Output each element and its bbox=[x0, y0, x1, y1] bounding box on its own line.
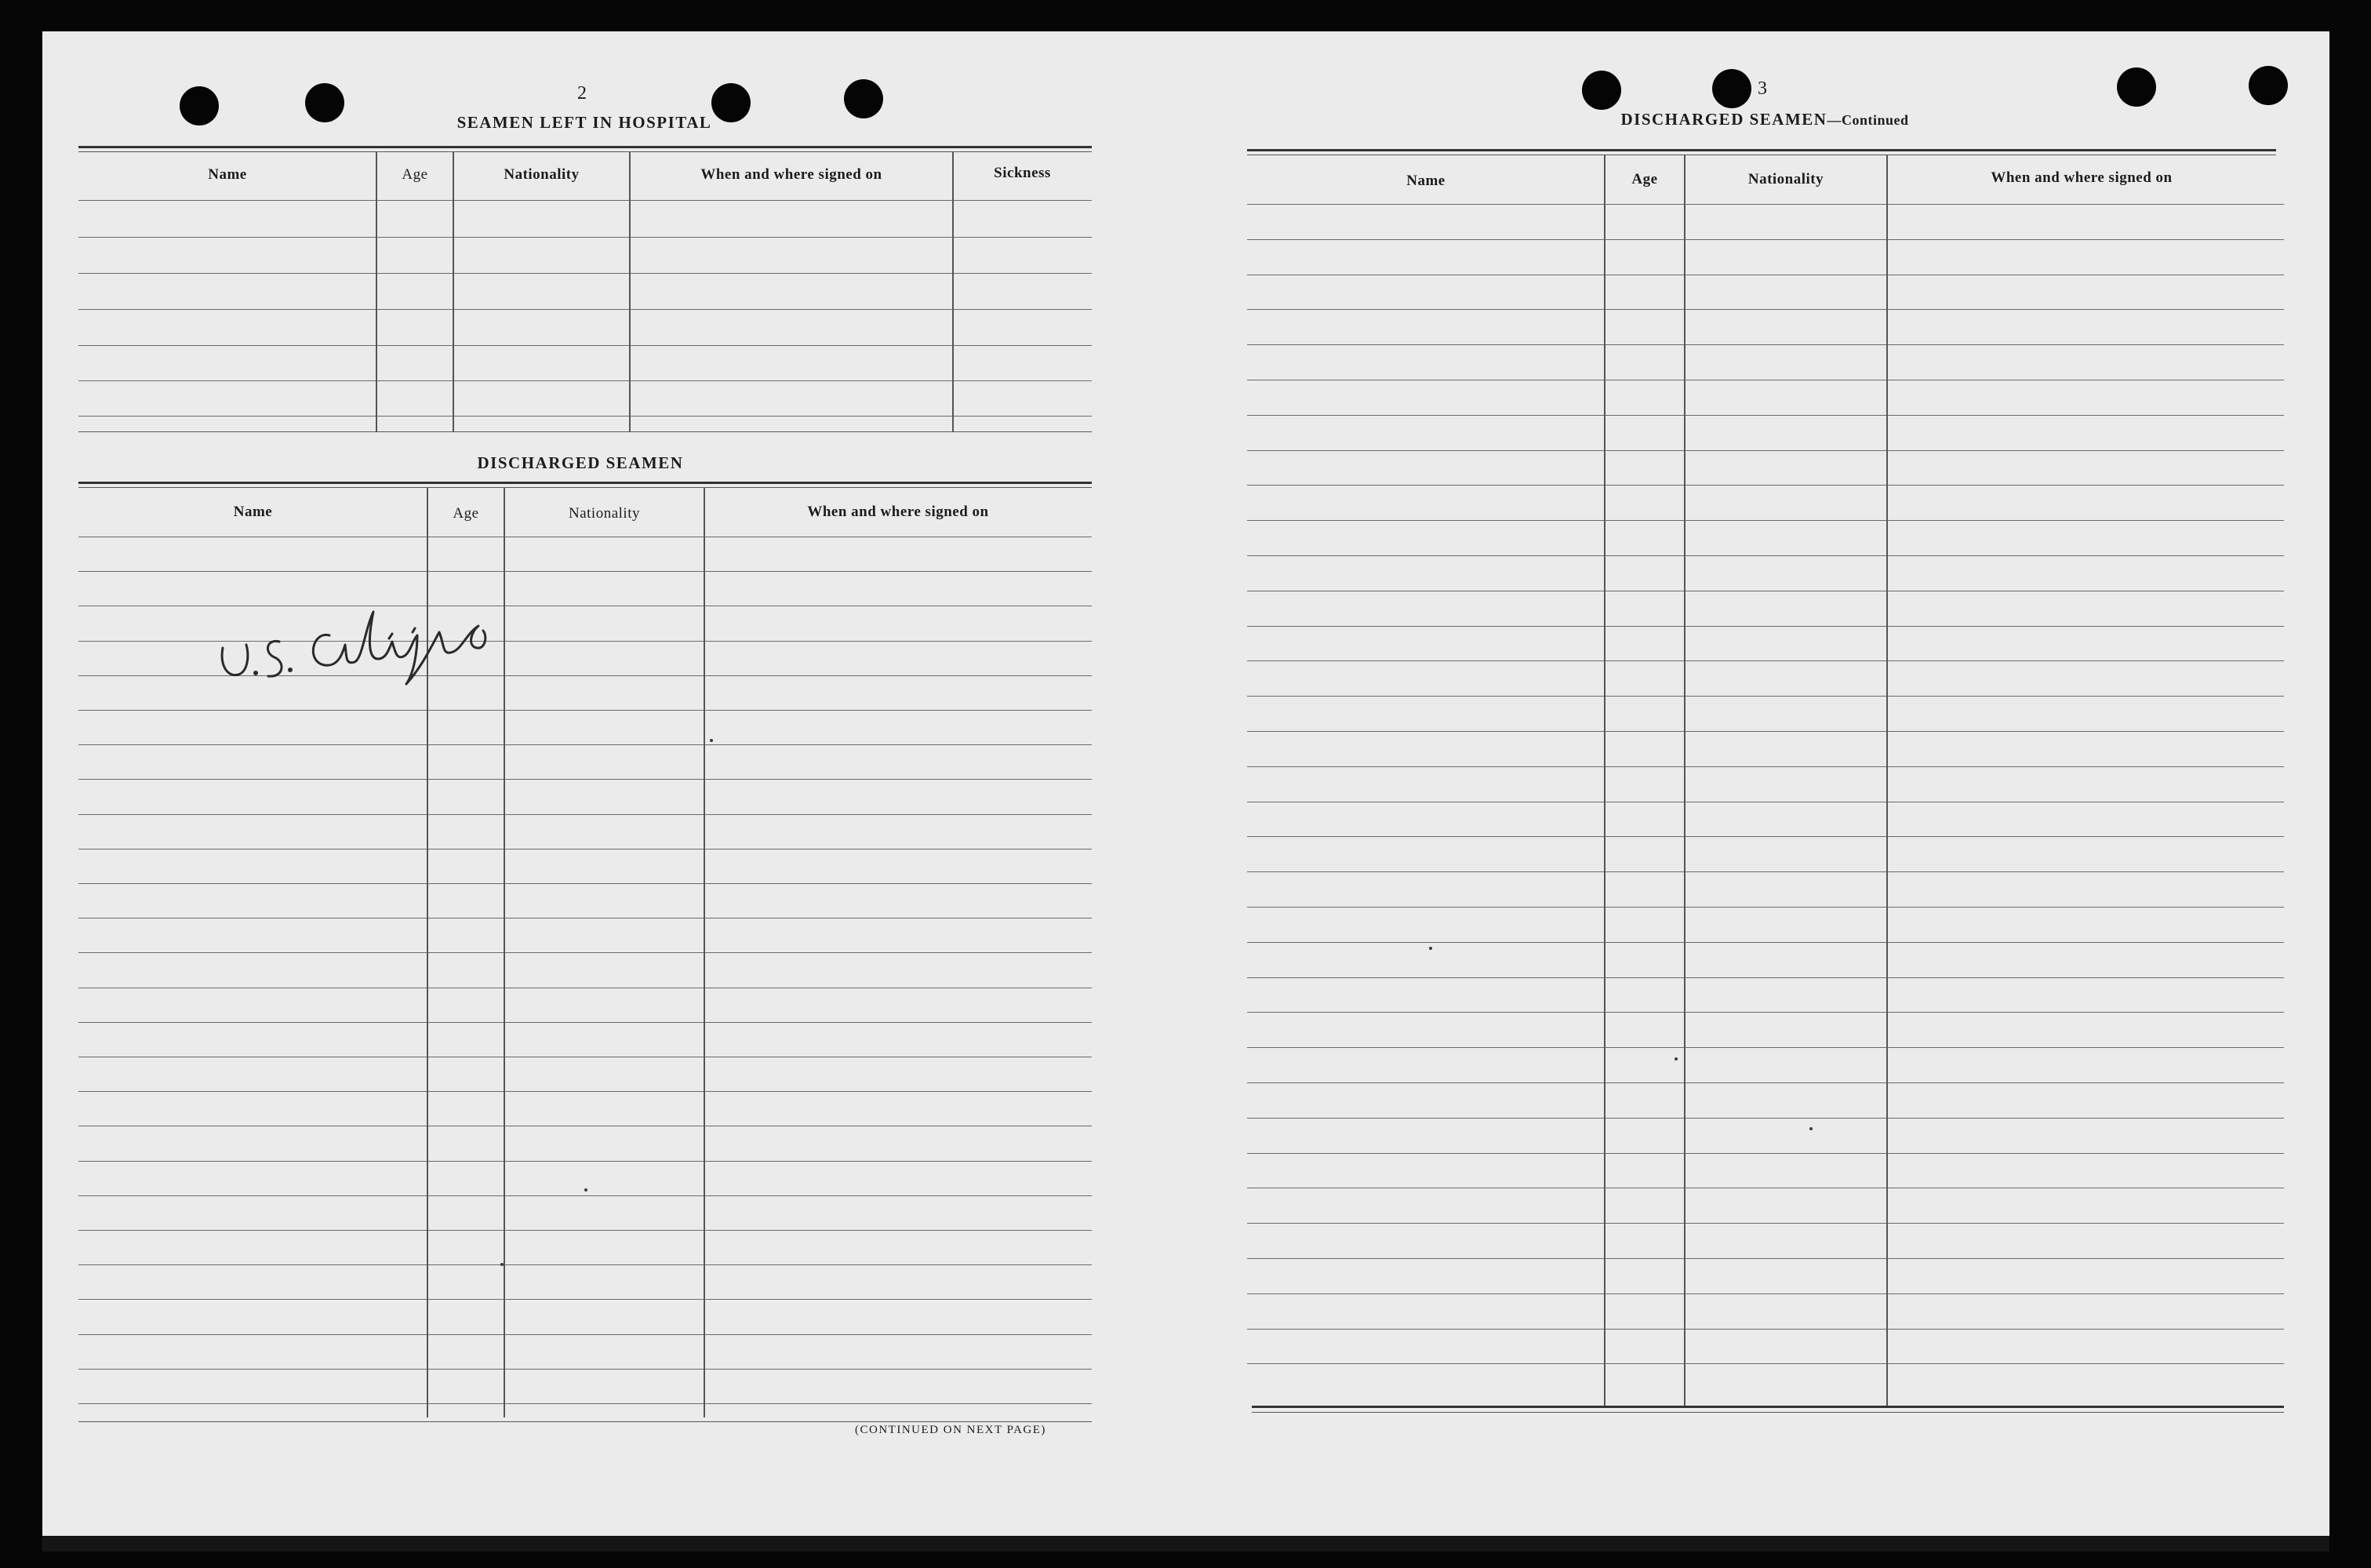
ruled-line bbox=[1247, 344, 2284, 345]
punch-hole bbox=[844, 79, 883, 118]
punch-hole bbox=[180, 86, 219, 126]
ruled-line bbox=[78, 883, 1092, 884]
ruled-line bbox=[1247, 204, 2284, 205]
ruled-line bbox=[1247, 977, 2284, 978]
ruled-line bbox=[1247, 660, 2284, 661]
ruled-line bbox=[1247, 239, 2284, 240]
ruled-line bbox=[1247, 766, 2284, 767]
ruled-line bbox=[1247, 1258, 2284, 1259]
handwritten-annotation bbox=[212, 580, 494, 690]
column-header-sickness: Sickness bbox=[994, 165, 1051, 181]
ruled-line bbox=[78, 1403, 1092, 1404]
ruled-line bbox=[78, 1334, 1092, 1335]
ruled-line bbox=[1247, 415, 2284, 416]
ruled-line bbox=[1247, 1223, 2284, 1224]
ruled-line bbox=[1247, 1047, 2284, 1048]
punch-hole bbox=[1582, 71, 1621, 110]
ruled-line bbox=[78, 814, 1092, 815]
ruled-line bbox=[1247, 942, 2284, 943]
ruled-line bbox=[1247, 907, 2284, 908]
ruled-line bbox=[1247, 485, 2284, 486]
ruled-line bbox=[1247, 731, 2284, 732]
sheet-bottom-edge bbox=[42, 1536, 2329, 1552]
page-number-right: 3 bbox=[1758, 78, 1767, 99]
punch-hole bbox=[2249, 66, 2288, 105]
page-number-left: 2 bbox=[577, 83, 587, 104]
ruled-line bbox=[78, 1369, 1092, 1370]
right-column-name: Name bbox=[1406, 173, 1446, 189]
ruled-line bbox=[1247, 1118, 2284, 1119]
right-column-when-where: When and where signed on bbox=[1991, 169, 2173, 186]
discharged-section-title: DISCHARGED SEAMEN bbox=[477, 453, 684, 472]
ruled-line bbox=[78, 1230, 1092, 1231]
ruled-line bbox=[78, 1299, 1092, 1300]
ruled-line bbox=[1247, 309, 2284, 310]
ruled-line bbox=[78, 1161, 1092, 1162]
column-header-nationality: Nationality bbox=[504, 166, 580, 183]
ruled-line bbox=[1247, 1153, 2284, 1154]
ruled-line bbox=[1247, 450, 2284, 451]
discharged-column-when-where: When and where signed on bbox=[807, 504, 989, 520]
column-header-name: Name bbox=[208, 166, 247, 183]
column-header-when-where: When and where signed on bbox=[700, 166, 882, 183]
right-column-nationality: Nationality bbox=[1747, 171, 1824, 187]
ruled-line bbox=[1247, 520, 2284, 521]
ruled-line bbox=[1247, 1363, 2284, 1364]
ruled-line bbox=[78, 779, 1092, 780]
punch-hole bbox=[305, 83, 344, 122]
continued-section-title: DISCHARGED SEAMEN—Continued bbox=[1620, 110, 1909, 129]
discharged-column-name: Name bbox=[233, 504, 273, 520]
ruled-line bbox=[78, 1264, 1092, 1265]
ruled-line bbox=[78, 744, 1092, 745]
handwriting-text: U.S. Citizens bbox=[212, 687, 216, 688]
ruled-line bbox=[78, 1195, 1092, 1196]
ruled-line bbox=[78, 571, 1092, 572]
ruled-line bbox=[1247, 555, 2284, 556]
ruled-line bbox=[1247, 871, 2284, 872]
ruled-line bbox=[1247, 1012, 2284, 1013]
ruled-line bbox=[78, 1022, 1092, 1023]
ruled-line bbox=[78, 918, 1092, 919]
continued-note: (CONTINUED ON NEXT PAGE) bbox=[855, 1424, 1046, 1436]
right-column-age: Age bbox=[1631, 171, 1658, 187]
ruled-line bbox=[78, 952, 1092, 953]
ruled-line bbox=[78, 710, 1092, 711]
hospital-section-title: SEAMEN LEFT IN HOSPITAL bbox=[456, 113, 712, 132]
ruled-line bbox=[1247, 1293, 2284, 1294]
column-header-age: Age bbox=[402, 166, 428, 183]
ruled-line bbox=[1247, 1082, 2284, 1083]
record-sheet bbox=[42, 31, 2329, 1536]
ruled-line bbox=[1247, 836, 2284, 837]
discharged-column-age: Age bbox=[453, 505, 479, 522]
discharged-column-nationality: Nationality bbox=[569, 505, 640, 522]
ruled-line bbox=[1247, 1329, 2284, 1330]
ruled-line bbox=[1247, 696, 2284, 697]
ruled-line bbox=[1247, 626, 2284, 627]
punch-hole bbox=[2117, 67, 2156, 107]
ruled-line bbox=[78, 1091, 1092, 1092]
